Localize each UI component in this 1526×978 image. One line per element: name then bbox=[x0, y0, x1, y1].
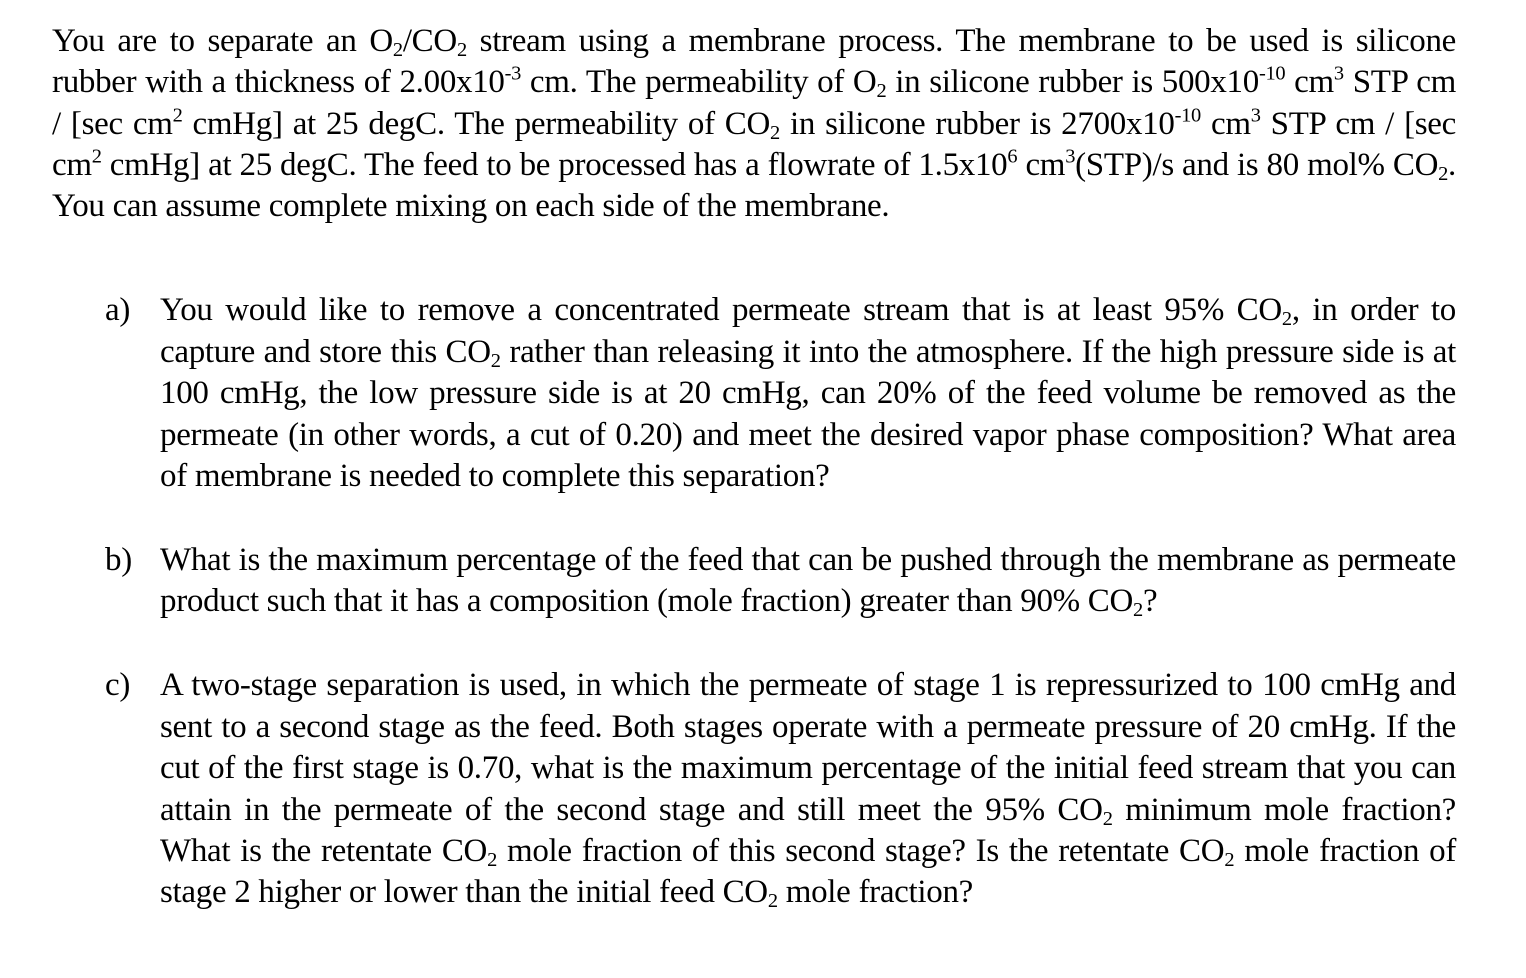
list-marker-a: a) bbox=[105, 292, 131, 329]
text-run: STP cm / [sec cm bbox=[52, 105, 1456, 183]
question-text-c bbox=[160, 667, 1457, 913]
text-run: ? bbox=[1142, 582, 1158, 619]
text-run: in silicone rubber is 2700x10 bbox=[779, 105, 1175, 142]
text-run: cm bbox=[1285, 64, 1334, 101]
text-run: (STP)/s and is 80 mol% CO bbox=[1075, 146, 1439, 183]
subscript: 2 bbox=[1281, 308, 1292, 331]
subscript: 2 bbox=[490, 350, 501, 372]
subscript: 2 bbox=[876, 80, 887, 103]
question-text-b bbox=[160, 541, 1456, 622]
text-run: minimum mole fraction? What is the retentate CO bbox=[160, 791, 1456, 869]
list-marker-b: b) bbox=[105, 541, 132, 578]
text-run: mole fraction? bbox=[777, 874, 974, 911]
question-part-c bbox=[52, 665, 1456, 913]
superscript: -10 bbox=[1258, 63, 1286, 86]
question-part-a bbox=[52, 290, 1456, 497]
subscript: 2 bbox=[1438, 163, 1449, 185]
text-run: STP cm / [sec cm bbox=[52, 64, 1457, 142]
superscript: -3 bbox=[504, 63, 522, 86]
superscript: 3 bbox=[1250, 104, 1261, 127]
text-run: mole fraction of this second stage? Is the retentate CO bbox=[497, 832, 1225, 869]
problem-statement bbox=[52, 21, 1456, 227]
text-run: You are to separate an O bbox=[52, 23, 393, 59]
text-run: cmHg] at 25 degC. The feed to be processed has a flowrate of 1.5x10 bbox=[101, 146, 1008, 183]
text-run: /CO bbox=[402, 23, 457, 59]
subscript: 2 bbox=[767, 890, 778, 913]
text-run: cmHg] at 25 degC. The permeability of CO bbox=[182, 105, 771, 142]
subscript: 2 bbox=[770, 121, 780, 144]
superscript: 2 bbox=[91, 145, 102, 168]
superscript: -10 bbox=[1174, 104, 1201, 127]
text-run: cm. The permeability of O bbox=[521, 64, 877, 101]
question-part-b bbox=[52, 540, 1456, 623]
text-run: cm bbox=[1200, 105, 1251, 142]
text-run: , in order to capture and store this CO bbox=[160, 292, 1456, 370]
text-run: rather than releasing it into the atmosphere. If the high pressure side is at 100 cmHg, the low pressure side is at 20 cmHg, can 20% of the feed volume be removed as the permeate (in other words, a cut of 0.20) and meet the desired vapor phase composition? What area of membrane is needed to complete this separation? bbox=[160, 333, 1456, 495]
superscript: 6 bbox=[1007, 145, 1018, 168]
question-text-a bbox=[160, 292, 1456, 494]
subscript: 2 bbox=[456, 39, 467, 62]
problem-document bbox=[52, 21, 1456, 914]
text-run: mole fraction of stage 2 higher or lower than the initial feed CO bbox=[160, 832, 1457, 911]
text-run: in silicone rubber is 500x10 bbox=[886, 64, 1259, 101]
superscript: 3 bbox=[1333, 63, 1344, 86]
superscript: 2 bbox=[172, 104, 183, 127]
subscript: 2 bbox=[487, 849, 498, 872]
text-run: cm bbox=[1017, 146, 1066, 183]
text-run: stream using a membrane process. The membrane to be used is silicone rubber with a thickness of 2.00x10 bbox=[52, 23, 1456, 101]
subscript: 2 bbox=[392, 39, 403, 62]
list-marker-c: c) bbox=[105, 667, 131, 704]
superscript: 3 bbox=[1065, 145, 1076, 168]
subscript: 2 bbox=[1133, 599, 1143, 622]
text-run: You would like to remove a concentrated permeate stream that is at least 95% CO bbox=[160, 292, 1282, 329]
subscript: 2 bbox=[1102, 807, 1113, 830]
text-run: What is the maximum percentage of the feed that can be pushed through the membrane as permeate product such that it has a composition (mole fraction) greater than 90% CO bbox=[160, 541, 1456, 619]
text-run: . You can assume complete mixing on each side of the membrane. bbox=[52, 146, 1456, 225]
text-run: A two-stage separation is used, in which the permeate of stage 1 is repressurized to 100 cmHg and sent to a second stage as the feed. Both stages operate with a permeate pressure of 20 cmHg. If the cut of the first stage is 0.70, what is the maximum percentage of the initial feed stream that you can attain in the permeate of the second stage and still meet the 95% CO bbox=[160, 667, 1456, 828]
subscript: 2 bbox=[1224, 849, 1235, 872]
